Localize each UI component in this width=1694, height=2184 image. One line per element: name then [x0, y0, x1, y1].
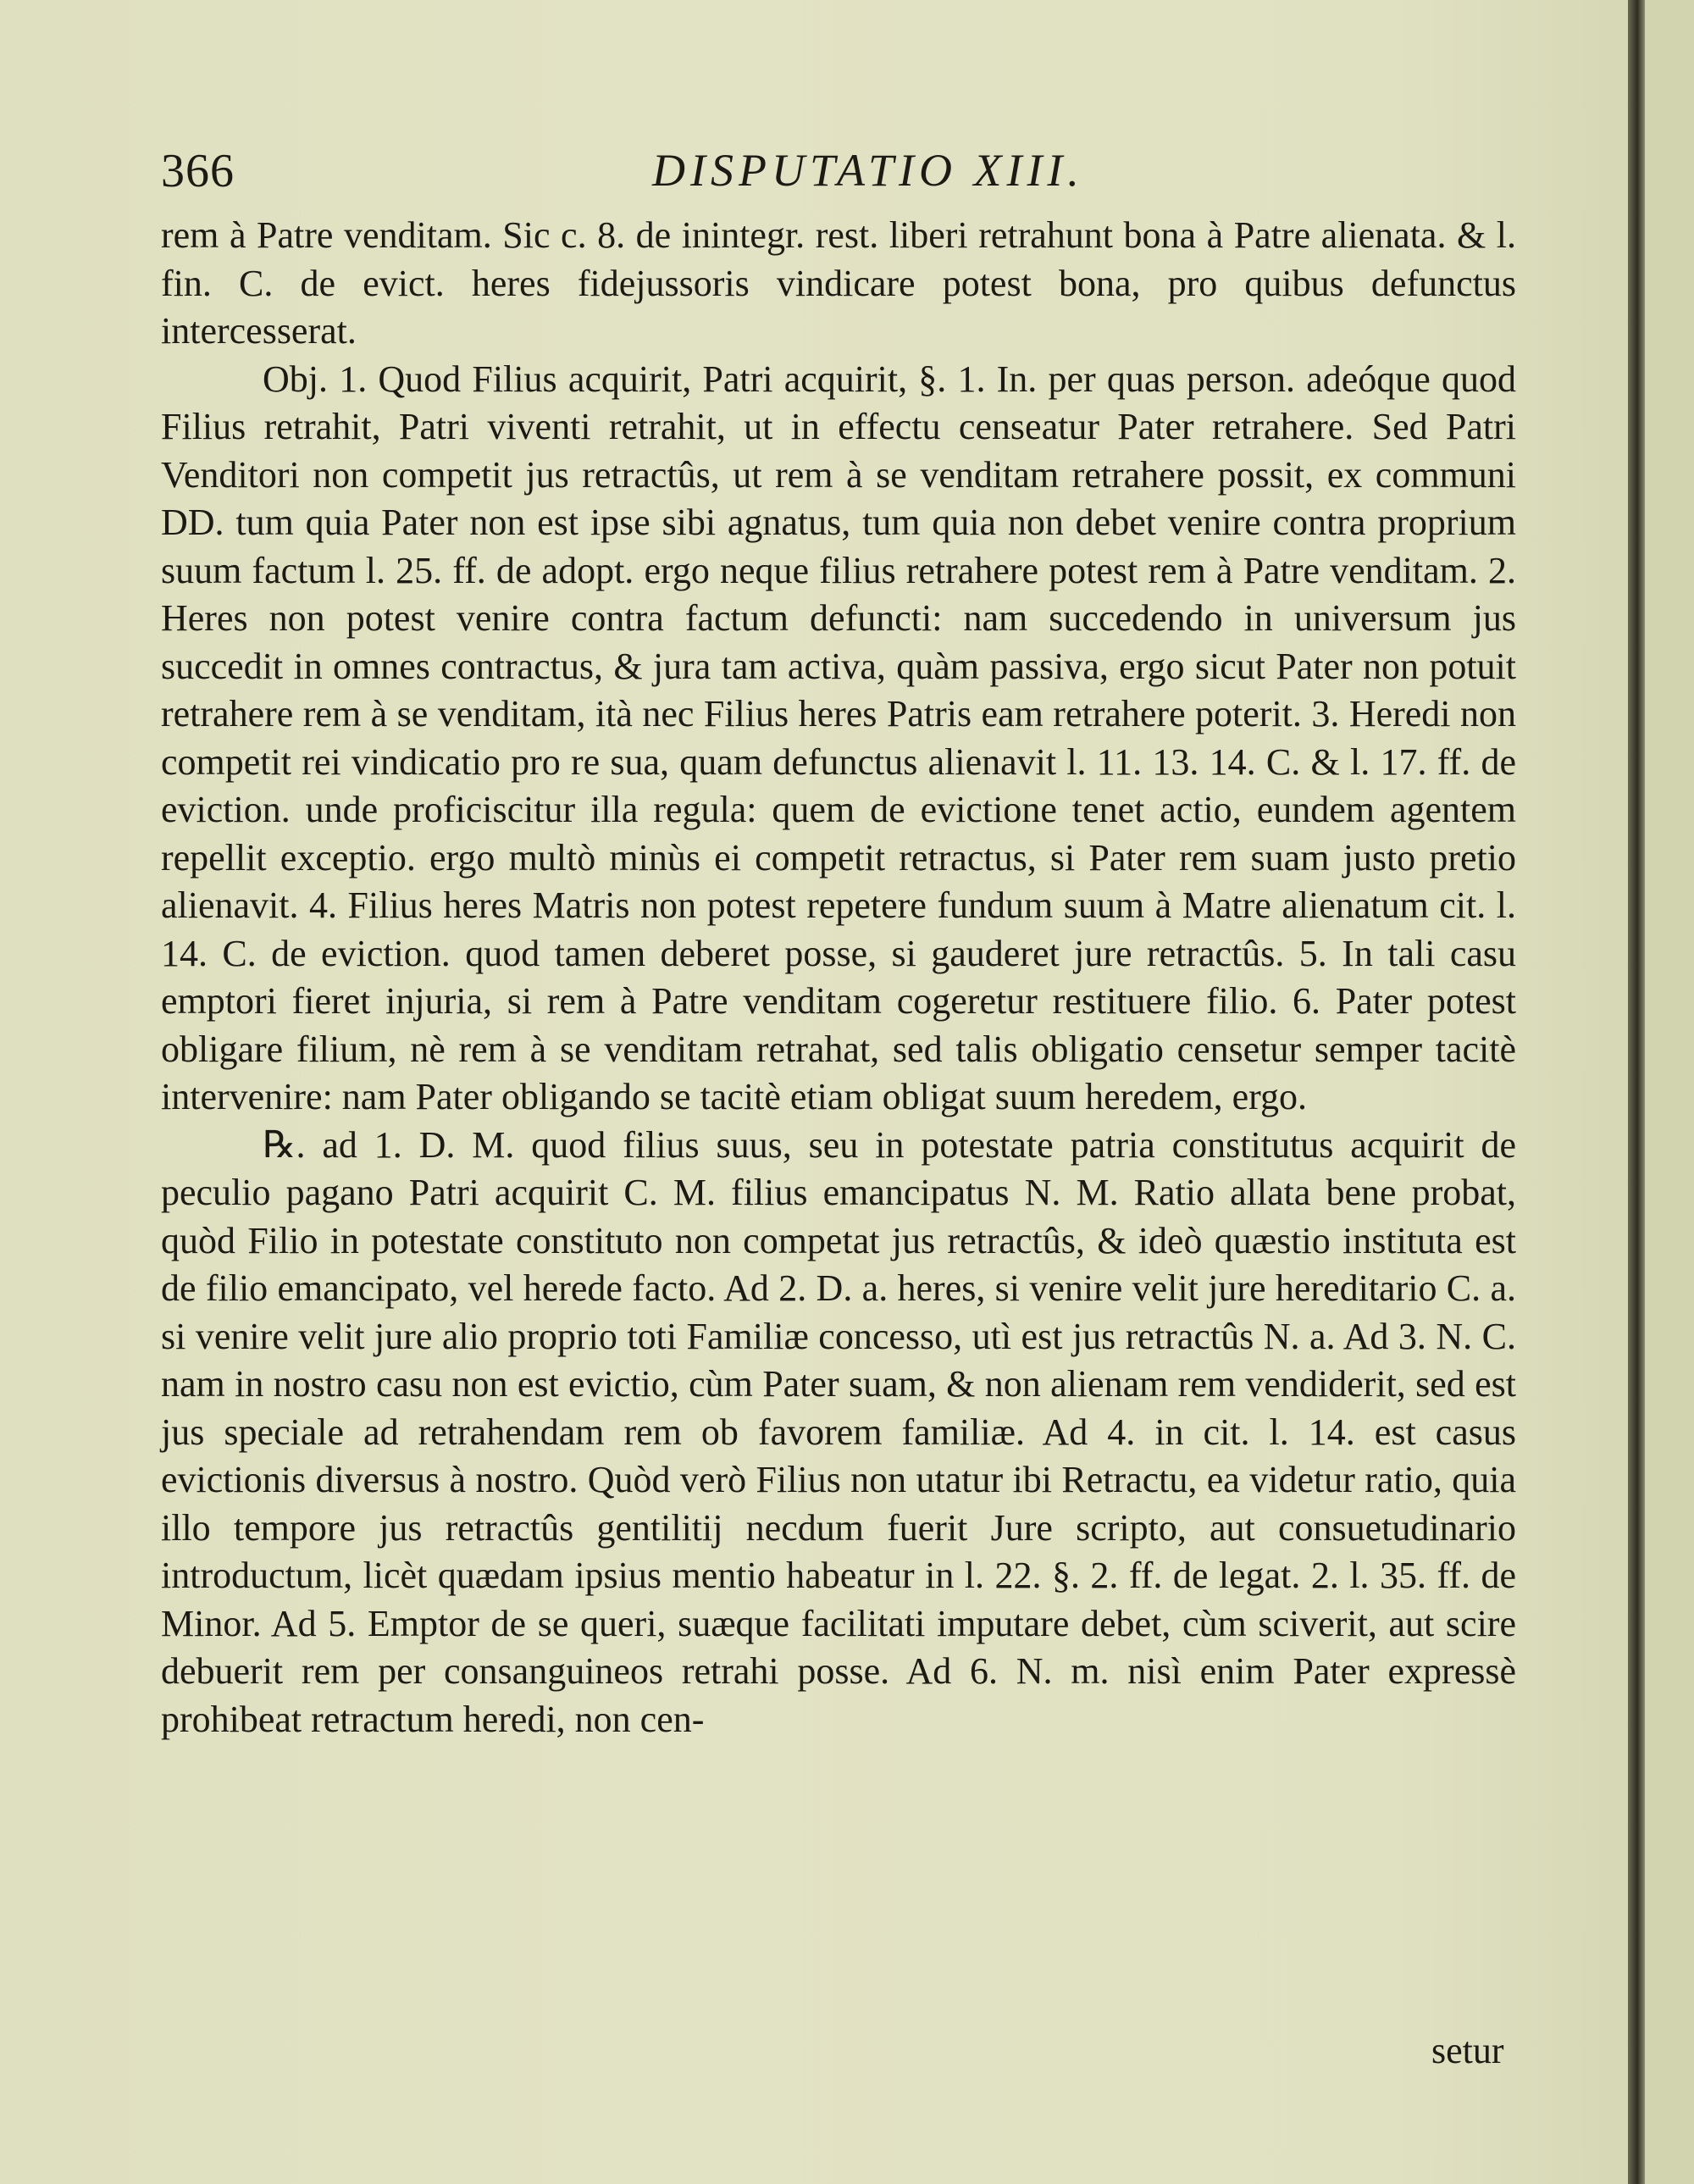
binding-shadow [1628, 0, 1645, 2184]
running-title: DISPUTATIO XIII. [652, 145, 1084, 196]
catchword: setur [1431, 2030, 1504, 2071]
body-text [161, 212, 1516, 1743]
next-page-edge [1645, 0, 1694, 2184]
page-number: 366 [161, 145, 235, 197]
paragraph-responses: ℞. ad 1. D. M. quod filius suus, seu in potestate patria constitutus acquirit de peculio pagano Patri acquirit C. M. filius emancipatus N. M. Ratio allata bene probat, quòd Filio in potestate constituto non competat jus retractûs, & ideò quæstio instituta est de filio emancipato, vel herede facto. Ad 2. D. a. heres, si venire velit jure hereditario C. a. si venire velit jure alio proprio toti Familiæ concesso, utì est jus retractûs N. a. Ad 3. N. C. nam in nostro casu non est evictio, cùm Pater suam, & non alienam rem vendiderit, sed est jus speciale ad retrahendam rem ob favorem familiæ. Ad 4. in cit. l. 14. est casus evictionis diversus à nostro. Quòd verò Filius non utatur ibi Retractu, ea videtur ratio, quia illo tempore jus retractûs gentilitij necdum fuerit Jure scripto, aut consuetudinario introductum, licèt quædam ipsius mentio habeatur in l. 22. §. 2. ff. de legat. 2. l. 35. ff. de Minor. Ad 5. Emptor de se queri, suæque facilitati imputare debet, cùm sciverit, aut scire debuerit rem per consanguineos retrahi posse. Ad 6. N. m. nisì enim Pater expressè prohibeat retractum heredi, non cen- [161, 1123, 1516, 1740]
page-header [161, 144, 1558, 203]
paragraph-objections: Obj. 1. Quod Filius acquirit, Patri acquirit, §. 1. In. per quas person. adeóque quod Filius retrahit, Patri viventi retrahit, ut in effectu censeatur Pater retrahere. Sed Patri Venditori non competit jus retractûs, ut rem à se venditam retrahere possit, ex communi DD. tum quia Pater non est ipse sibi agnatus, tum quia non debet venire contra proprium suum factum l. 25. ff. de adopt. ergo neque filius retrahere potest rem à Patre venditam. 2. Heres non potest venire contra factum defuncti: nam succedendo in universum jus succedit in omnes contractus, & jura tam activa, quàm passiva, ergo sicut Pater non potuit retrahere rem à se venditam, ità nec Filius heres Patris eam retrahere poterit. 3. Heredi non competit rei vindicatio pro re sua, quam defunctus alienavit l. 11. 13. 14. C. & l. 17. ff. de eviction. unde proficiscitur illa regula: quem de evictione tenet actio, eundem agentem repellit exceptio. ergo multò minùs ei competit retractus, si Pater rem suam justo pretio alienavit. 4. Filius heres Matris non potest repetere fundum suum à Matre alienatum cit. l. 14. C. de eviction. quod tamen deberet posse, si gauderet jure retractûs. 5. In tali casu emptori fieret injuria, si rem à Patre venditam cogeretur restituere filio. 6. Pater potest obligare filium, nè rem à se venditam retrahat, sed talis obligatio censetur semper tacitè intervenire: nam Pater obligando se tacitè etiam obligat suum heredem, ergo. [161, 358, 1516, 1117]
paragraph-continuation: rem à Patre venditam. Sic c. 8. de inintegr. rest. liberi retrahunt bona à Patre alienata. & l. fin. C. de evict. heres fidejussoris vindicare potest bona, pro quibus defunctus intercesserat. [161, 214, 1516, 352]
